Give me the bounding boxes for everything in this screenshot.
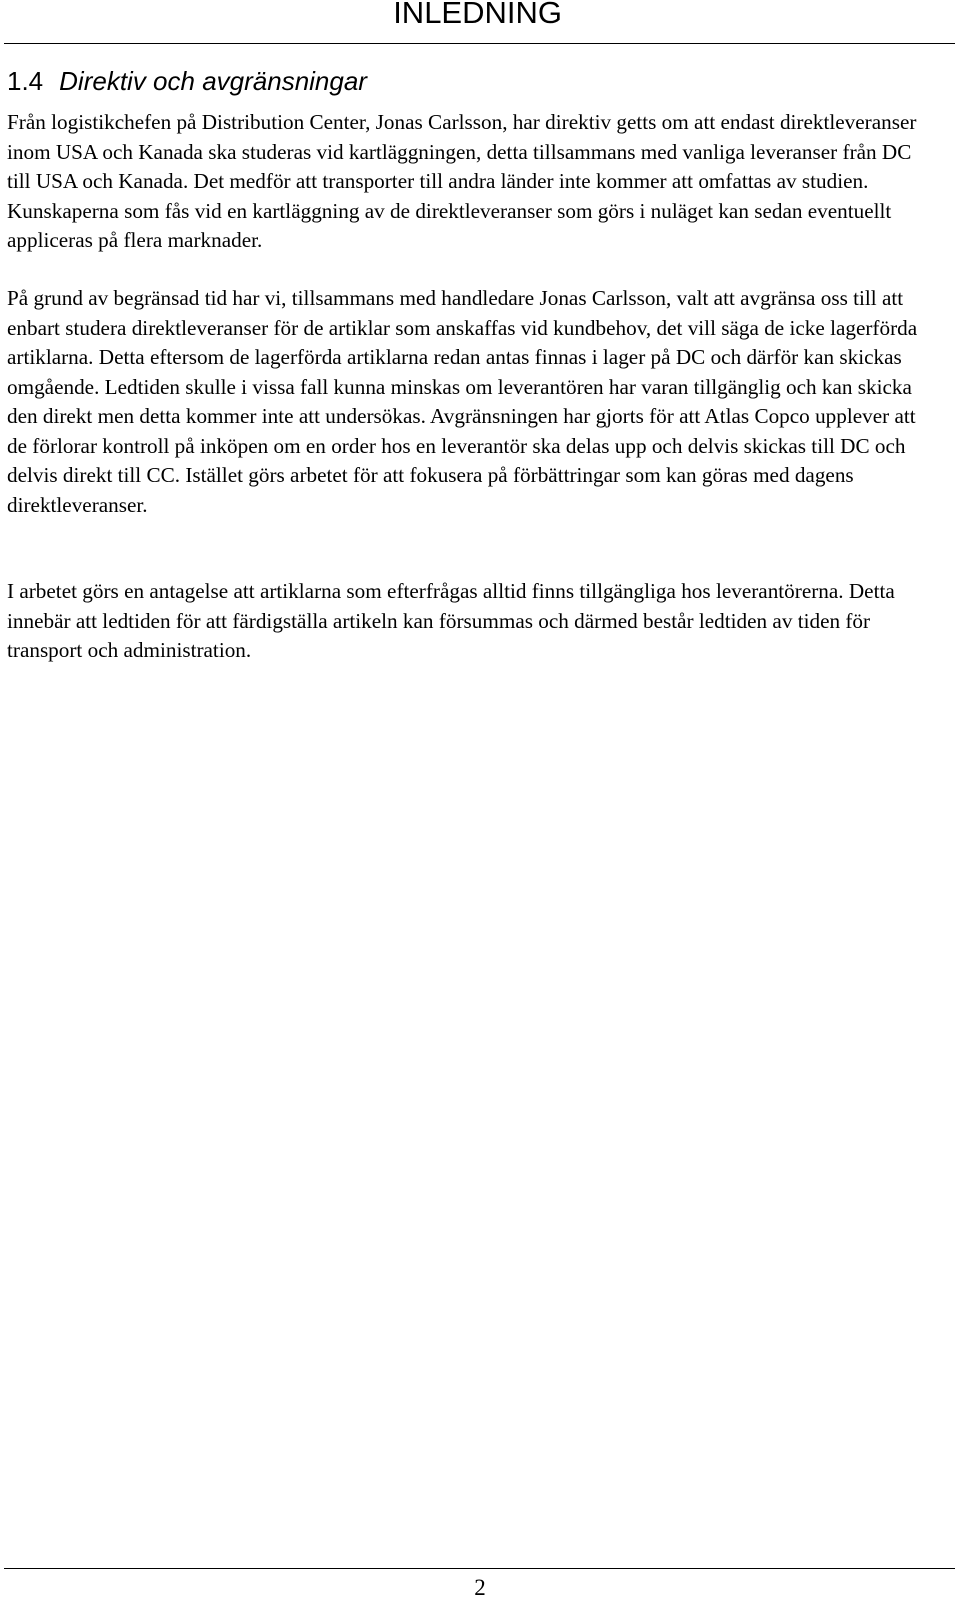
header-divider (4, 43, 955, 44)
section-heading (7, 64, 367, 98)
section-title: Direktiv och avgränsningar (59, 66, 367, 96)
footer-divider (4, 1568, 955, 1569)
section-number: 1.4 (7, 66, 44, 96)
running-header (0, 0, 960, 39)
page-number: 2 (474, 1575, 486, 1600)
paragraph-delimitations: På grund av begränsad tid har vi, tillsammans med handledare Jonas Carlsson, valt att avgränsa oss till att enbart studera direktleveranser för de artiklar som anskaffas vid kundbehov, det vill säga de icke lagerförda artiklarna. Detta eftersom de lagerförda artiklarna redan antas finnas i lager på DC och därför kan skickas omgående. Ledtiden skulle i vissa fall kunna minskas om leverantören har varan tillgänglig och kan skicka den direkt men detta kommer inte att undersökas. Avgränsningen har gjorts för att Atlas Copco upplever att de förlorar kontroll på inköpen om en order hos en leverantör ska delas upp och delvis skickas till DC och delvis direkt till CC. Istället görs arbetet för att fokusera på förbättringar som kan göras med dagens direktleveranser. (7, 286, 918, 517)
paragraph-directives: Från logistikchefen på Distribution Center, Jonas Carlsson, har direktiv getts om att endast direktleveranser inom USA och Kanada ska studeras vid kartläggningen, detta tillsammans med vanliga leveranser från DC till USA och Kanada. Det medför att transporter till andra länder inte kommer att omfattas av studien. Kunskaperna som fås vid en kartläggning av de direktleveranser som görs i nuläget kan sedan eventuellt appliceras på flera marknader. (7, 110, 917, 252)
paragraph-assumption: I arbetet görs en antagelse att artiklarna som efterfrågas alltid finns tillgängliga hos leverantörerna. Detta innebär att ledtiden för att färdigställa artikeln kan försummas och därmed består ledtiden av tiden för transport och administration. (7, 579, 895, 662)
running-header-title: INLEDNING (393, 0, 562, 30)
